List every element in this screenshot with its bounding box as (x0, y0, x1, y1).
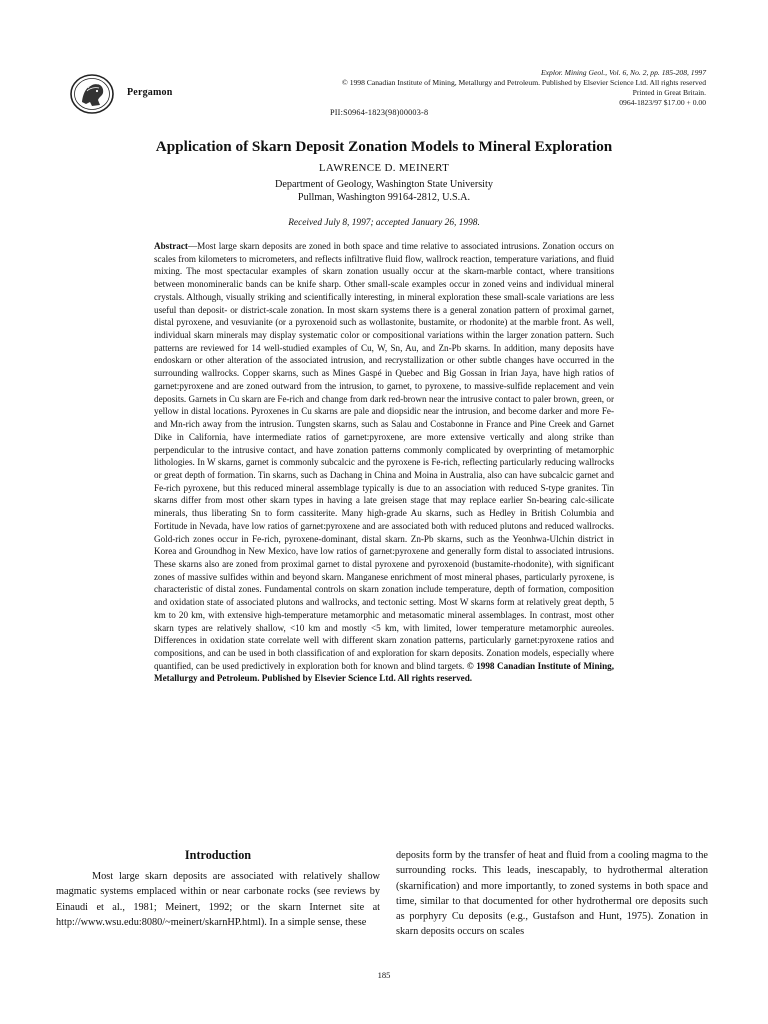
pergamon-logo-icon (68, 72, 116, 116)
copyright-line: © 1998 Canadian Institute of Mining, Metallurgy and Petroleum. Published by Elsevier Science Ltd. All rights reserved (342, 78, 706, 87)
abstract-text: —Most large skarn deposits are zoned in both space and time relative to associated intrusions. Zonation occurs on scales from kilometers to micrometers, and reflects infiltrative fluid flow, wallrock reaction, temperature variations, and fluid mixing. The most spectacular examples of skarn zonation usually occur at the skarn-marble contact, where transitions between monomineralic bands can be knife sharp. Other small-scale examples occur in zoned veins and individual mineral crystals. Although, visually striking and scientifically interesting, in mineral exploration these small-scale variations are less useful than deposit- or district-scale zonation. In most skarn systems there is a general zonation pattern of proximal garnet, distal pyroxene, and vesuvianite (or a pyroxenoid such as wollastonite, bustamite, or rhodonite) at the marble front. As well, individual skarn minerals may display systematic color or compositional variations within the larger zonation pattern. Such patterns are reviewed for 14 well-studied examples of Cu, W, Sn, Au, and Zn-Pb skarns. In addition, many deposits have endoskarn or other alteration of the associated intrusion, and recrystallization or other subtle changes have occurred in the surrounding wallrocks. Copper skarns, such as Mines Gaspé in Quebec and Big Gossan in Irian Jaya, have high ratios of garnet:pyroxene and are zoned outward from the intrusion, to garnet, to pyroxene, to massive-sulfide replacement and vein deposits. Garnets in Cu skarn are Fe-rich and change from dark red-brown near the intrusive contact to paler brown, green, or yellow in distal locations. Pyroxenes in Cu skarns are pale and diopsidic near the intrusion, and become darker and more Fe- and Mn-rich away from the intrusion. Tungsten skarns, such as Salau and Costabonne in France and Pine Creek and Garnet Dike in California, have intermediate ratios of garnet:pyroxene, are more extensive vertically and along strike than perpendicular to the intrusive contact, and have zonation patterns commonly complicated by overprinting of metamorphic lithologies. In W skarns, garnet is commonly subcalcic and the pyroxene is Fe-rich, reflecting particularly reducing wallrocks or great depth of formation. Tin skarns, such as Dachang in China and Moina in Australia, also can have subcalcic garnet and Fe-rich pyroxene, but this reduced mineral assemblage typically is due to an association with reduced S-type granites. Tin skarns differ from most other skarn types in having a late greisen stage that may replace earlier Sn-bearing calc-silicate minerals, thus liberating Sn to form cassiterite. Many high-grade Au skarns, such as Hedley in British Columbia and Fortitude in Nevada, have low ratios of garnet:pyroxene and are associated both with reduced plutons and reduced wallrocks. Gold-rich zones occur in Fe-rich, pyroxene-dominant, distal skarn. Zn-Pb skarns, such as the Yeonhwa-Ulchin district in Korea and Groundhog in New Mexico, have low ratios of garnet:pyroxene and generally form distal to associated intrusions. These skarns also are zoned from proximal garnet to distal pyroxene and pyroxenoid (bustamite-rhodonite), with significant zones of massive sulfides within and beyond skarn. Manganese enrichment of most mineral phases, particularly pyroxene, is characteristic of distal zones. Fundamental controls on skarn zonation include temperature, depth of formation, composition and oxidation state of associated plutons and wallrocks, and tectonic setting. Most W skarns form at relatively great depth, 5 km to 20 km, with extensive high-temperature metamorphic and metasomatic mineral assemblages. In contrast, most other skarn types are relatively shallow, <10 km and mostly <5 km, with limited, lower temperature metamorphic aureoles. Differences in oxidation state correlate well with different skarn zonation patterns, particularly garnet:pyroxene ratios and compositions, and can be used in both classification of and exploration for skarn deposits. Zonation models, especially where quantified, can be used predictively in exploration both for known and blind targets. (154, 241, 614, 671)
section-heading-introduction: Introduction (184, 848, 252, 862)
affiliation-line-2: Pullman, Washington 99164-2812, U.S.A. (297, 192, 471, 203)
body-column-left (56, 848, 380, 930)
intro-paragraph-right: deposits form by the transfer of heat and fluid from a cooling magma to the surrounding rocks. This leads, inescapably, to hydrothermal alteration (skarnification) and more importantly, to zoned systems in both space and time, similar to that documented for other hydrothermal ore deposits such as porphyry Cu deposits (e.g., Gustafson and Hunt, 1975). Zonation in skarn deposits occurs on scales (396, 850, 708, 938)
issn-price: 0964-1823/97 $17.00 + 0.00 (619, 98, 706, 107)
pii-identifier: PII:S0964-1823(98)00003-8 (330, 108, 429, 117)
journal-reference: Explor. Mining Geol., Vol. 6, No. 2, pp. 185-208, 1997 (541, 68, 706, 77)
abstract-label: Abstract (154, 241, 188, 251)
affiliation-line-1: Department of Geology, Washington State University (275, 179, 493, 190)
article-author: LAWRENCE D. MEINERT (318, 162, 450, 174)
page-number: 185 (377, 970, 391, 980)
received-dates: Received July 8, 1997; accepted January 26, 1998. (288, 218, 480, 228)
article-title: Application of Skarn Deposit Zonation Models to Mineral Exploration (155, 138, 613, 155)
abstract (154, 240, 614, 685)
abstract-paragraph (154, 240, 614, 685)
printed-location: Printed in Great Britain. (632, 88, 706, 97)
journal-meta (186, 68, 706, 108)
abstract-copyright: © 1998 Canadian Institute of Mining, Metallurgy and Petroleum. Published by Elsevier Science Ltd. All rights reserved. (154, 660, 614, 684)
body-column-right (396, 848, 708, 940)
intro-paragraph-left: Most large skarn deposits are associated with relatively shallow magmatic systems emplaced within or near carbonate rocks (see reviews by Einaudi et al., 1981; Meinert, 1992; or the skarn Internet site at http://www.wsu.edu:8080/~meinert/skarnHP.html). In a simple sense, these (56, 871, 380, 928)
author-affiliation (60, 178, 708, 204)
publisher-name: Pergamon (127, 87, 173, 98)
